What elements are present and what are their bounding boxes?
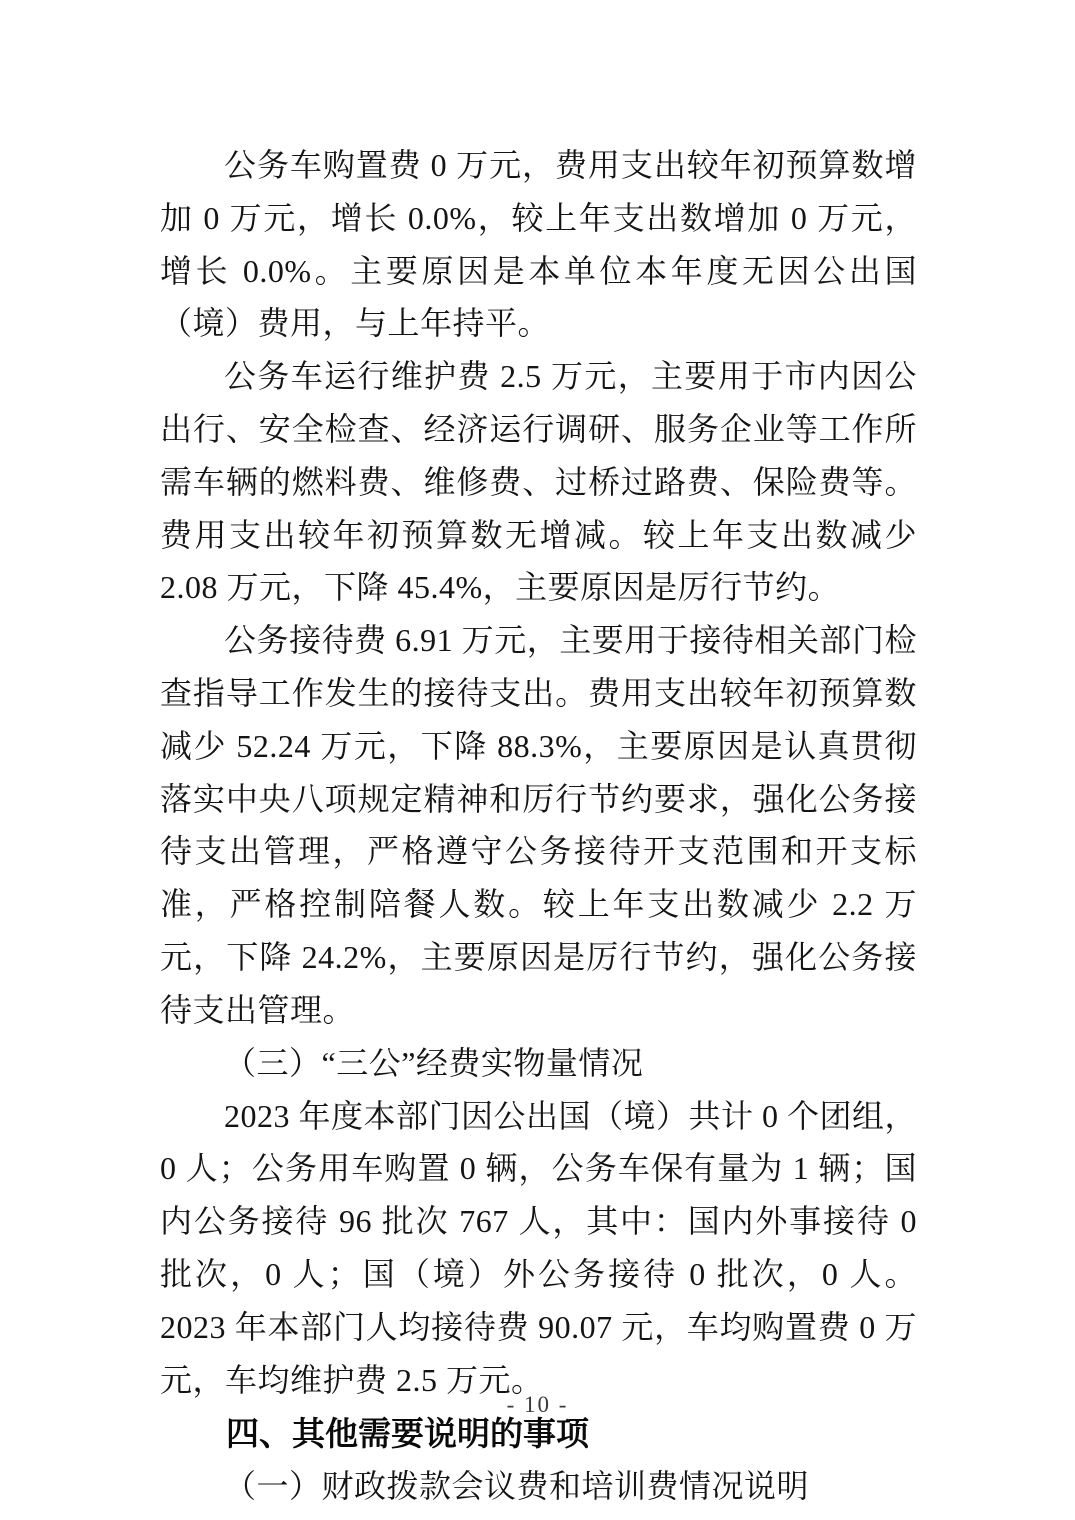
page-number: - 10 - xyxy=(506,1392,569,1417)
document-body xyxy=(160,139,917,1513)
heading-other-items: 四、其他需要说明的事项 xyxy=(226,1415,589,1453)
paragraph-official-reception: 公务接待费 6.91 万元，主要用于接待相关部门检查指导工作发生的接待支出。费用支出较年初预算数减少 52.24 万元，下降 88.3%，主要原因是认真贯彻落实中央八项规定精神和厉行节约要求，强化公务接待支出管理，严格遵守公务接待开支范围和开支标准，严格控制陪餐人数。较上年支出数减少 2.2 万元，下降 24.2%，主要原因是厉行节约，强化公务接待支出管理。 xyxy=(160,622,917,1028)
paragraph-official-car-purchase: 公务车购置费 0 万元，费用支出较年初预算数增加 0 万元，增长 0.0%，较上年支出数增加 0 万元，增长 0.0%。主要原因是本单位本年度无因公出国（境）费用，与上年持平。 xyxy=(160,147,917,342)
paragraph-physical-quantity-detail: 2023 年度本部门因公出国（境）共计 0 个团组，0 人；公务用车购置 0 辆，公务车保有量为 1 辆；国内公务接待 96 批次 767 人，其中：国内外事接待 0 批次，0 人；国（境）外公务接待 0 批次，0 人。2023 年本部门人均接待费 90.07 元，车均购置费 0 万元，车均维护费 2.5 万元。 xyxy=(160,1097,918,1398)
subheading-three-public-physical-quantity: （三）“三公”经费实物量情况 xyxy=(224,1044,644,1081)
paragraph-official-car-maintenance: 公务车运行维护费 2.5 万元，主要用于市内因公出行、安全检查、经济运行调研、服务企业等工作所需车辆的燃料费、维修费、过桥过路费、保险费等。费用支出较年初预算数无增减。较上年支出数减少 2.08 万元，下降 45.4%，主要原因是厉行节约。 xyxy=(160,358,917,606)
subheading-meeting-training-fees: （一）财政拨款会议费和培训费情况说明 xyxy=(224,1468,810,1505)
